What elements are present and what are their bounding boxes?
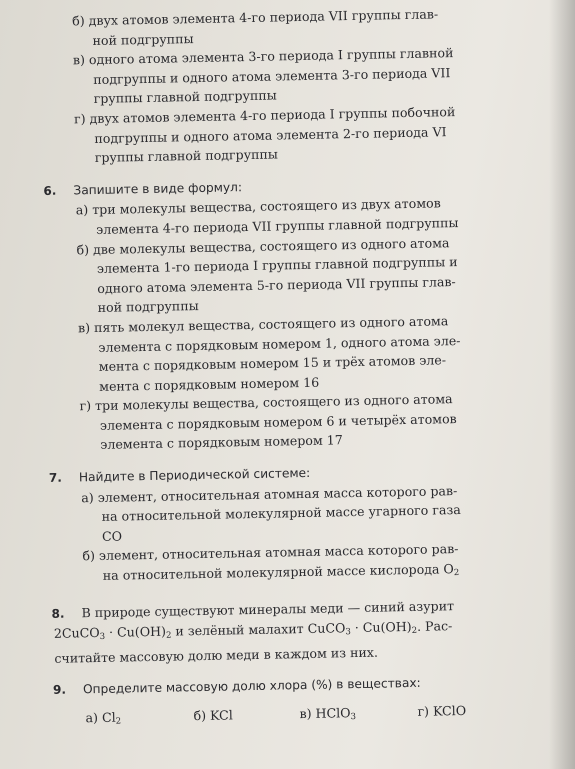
- task-7-number: 7.: [48, 470, 63, 485]
- prev-g-line-3: группы главной подгруппы: [94, 146, 278, 166]
- prev-g-line-1: г) двух атомов элемента 4-го периода I группы побочной: [73, 104, 456, 127]
- task-6-v-line-2: элемента с порядковым номером 1, одного атома эле-: [98, 332, 461, 355]
- page-content: [40, 3, 524, 733]
- option-a-subscript: 2: [115, 716, 122, 727]
- task-6-a-line-1: а) три молекулы вещества, состоящего из двух атомов: [75, 195, 441, 218]
- malachite-subscript-2: 2: [411, 626, 418, 637]
- task-6-b-line-1: б) две молекулы вещества, состоящего из одного атома: [76, 234, 450, 257]
- task-7: [49, 459, 521, 592]
- option-a: [85, 706, 193, 733]
- prev-v-line-2: подгруппы и одного атома элемента 3-го периода VII: [93, 64, 451, 87]
- task-6-b-line-4: ной подгруппы: [97, 298, 199, 316]
- azurite-formula-part-2: · Cu(OH): [104, 623, 167, 641]
- option-v-text: в) HClO: [299, 705, 351, 722]
- task-6: [43, 172, 518, 456]
- prev-b-line-2: ной подгруппы: [92, 30, 194, 48]
- task-8-line-2-end: . Рас-: [416, 618, 453, 635]
- task-7-b-text: на относительной молекулярной массе кислорода O: [102, 561, 454, 583]
- task-7-a-line-1: а) элемент, относительная атомная масса которого рав-: [81, 482, 458, 505]
- prev-g-line-2: подгруппы и одного атома элемента 2-го периода VI: [94, 123, 447, 146]
- task-6-g-line-1: г) три молекулы вещества, состоящего из одного атома: [79, 391, 453, 414]
- task-6-v-line-3: мента с порядковым номером 15 и трёх атомов эле-: [98, 352, 447, 375]
- task-8: [51, 594, 522, 668]
- task-6-b-line-2: элемента 1-го периода I группы главной подгруппы и: [96, 254, 458, 277]
- task-7-a-line-2: на относительной молекулярной массе угарного газа: [101, 502, 461, 525]
- task-6-g-line-3: элемента с порядковым номером 17: [100, 432, 343, 453]
- task-9-title: Определите массовую долю хлора (%) в веществах:: [82, 676, 421, 697]
- task-7-title: Найдите в Периодической системе:: [78, 465, 311, 485]
- prev-b-line-1: б) двух атомов элемента 4-го периода VII группы глав-: [72, 6, 439, 29]
- option-a-text: а) Cl: [85, 709, 116, 726]
- option-v: [299, 702, 417, 729]
- prev-v-line-1: в) одного атома элемента 3-го периода I группы главной: [72, 45, 454, 68]
- task-8-line-1: В природе существуют минералы меди — синий азурит: [81, 597, 455, 620]
- task-6-v-line-4: мента с порядковым номером 16: [99, 374, 320, 394]
- azurite-subscript-2: 2: [165, 630, 172, 641]
- task-9-options: [53, 700, 523, 734]
- task-6-v-line-1: в) пять молекул вещества, состоящего из одного атома: [77, 313, 449, 336]
- task-6-a-line-2: элемента 4-го периода VII группы главной подгруппы: [96, 214, 459, 237]
- malachite-formula-part-1: и зелёный малахит CuCO: [171, 620, 346, 639]
- task-9: [53, 671, 524, 733]
- task-7-b-line-1: б) элемент, относительная атомная масса которого рав-: [82, 541, 459, 564]
- task-6-g-line-2: элемента с порядковым номером 6 и четырёх атомов: [99, 410, 457, 433]
- azurite-formula-part-1: 2CuCO: [53, 625, 100, 642]
- option-b: б) KCl: [193, 707, 233, 724]
- task-6-number: 6.: [43, 183, 57, 198]
- malachite-formula-part-2: · Cu(OH): [350, 619, 412, 636]
- malachite-subscript-1: 3: [345, 627, 351, 638]
- task-7-b-subscript: 2: [453, 568, 460, 579]
- task-7-a-line-3: CO: [101, 528, 123, 544]
- task-6-b-line-3: одного атома элемента 5-го периода VII группы глав-: [97, 273, 456, 296]
- task-6-title: Запишите в виде формул:: [73, 179, 243, 198]
- page-edge-shadow: [549, 0, 575, 769]
- task-8-line-3: считайте массовую долю меди в каждом из них.: [54, 644, 379, 666]
- task-8-number: 8.: [51, 606, 65, 621]
- task-9-number: 9.: [52, 683, 67, 698]
- option-v-subscript: 3: [350, 712, 357, 723]
- azurite-subscript-1: 3: [99, 632, 106, 643]
- prev-v-line-3: группы главной подгруппы: [93, 87, 277, 107]
- option-g: г) KClO: [417, 702, 467, 719]
